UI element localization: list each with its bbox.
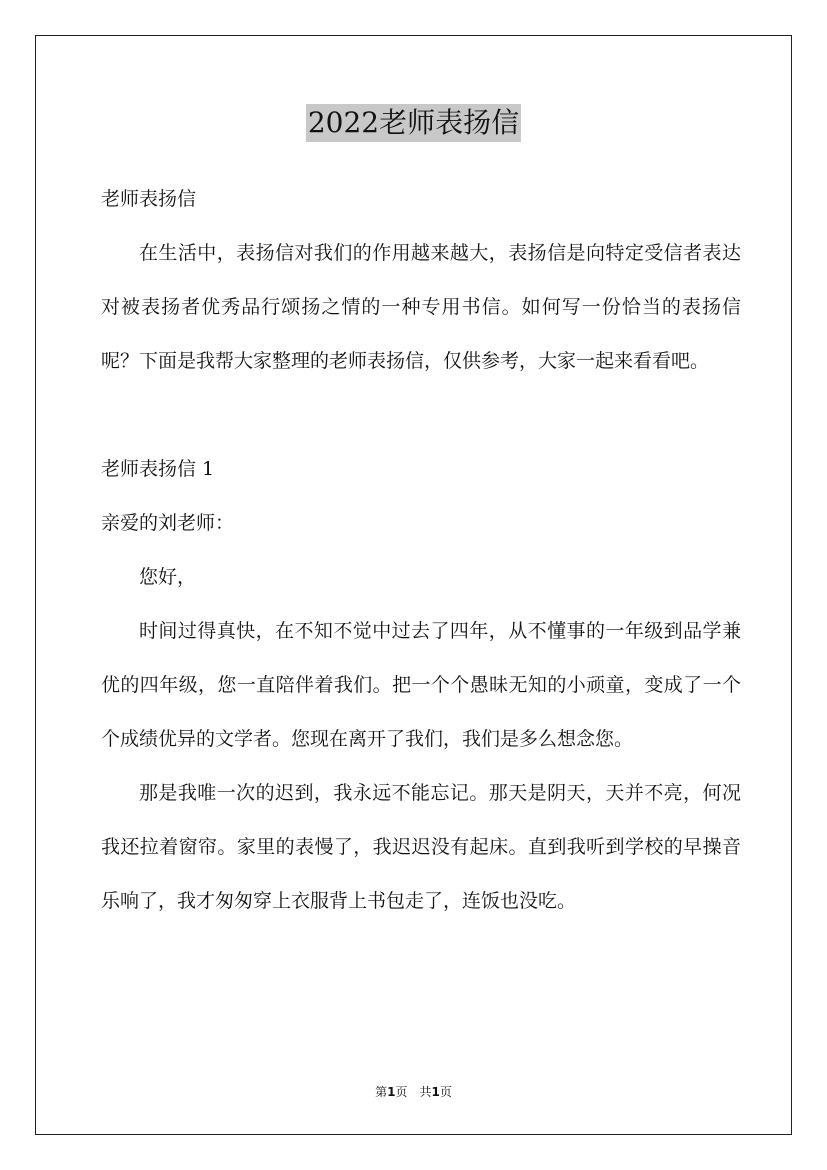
letter-salutation: 亲爱的刘老师： xyxy=(101,512,235,534)
document-subtitle: 老师表扬信 xyxy=(101,188,197,210)
letter-paragraph-2: 那是我唯一次的迟到，我永远不能忘记。那天是阴天，天并不亮，何况我还拉着窗帘。家里的表慢了，我迟迟没有起床。直到我听到学校的早操音乐响了，我才匆匆穿上衣服背上书包走了，连饭也没吃。 xyxy=(101,782,741,912)
page-footer xyxy=(0,1083,827,1100)
document-title: 2022老师表扬信 xyxy=(306,104,521,142)
paragraph-gap xyxy=(101,388,741,442)
title-container xyxy=(0,104,827,142)
page-current: 1 xyxy=(387,1085,396,1099)
page-suffix: 页 xyxy=(395,1085,408,1099)
total-suffix: 页 xyxy=(439,1085,452,1099)
letter-greeting: 您好， xyxy=(139,566,197,588)
letter-heading: 老师表扬信 1 xyxy=(101,458,215,480)
total-prefix: 共 xyxy=(419,1085,432,1099)
document-body xyxy=(101,172,741,928)
intro-paragraph: 在生活中，表扬信对我们的作用越来越大，表扬信是向特定受信者表达对被表扬者优秀品行颂扬之情的一种专用书信。如何写一份恰当的表扬信呢？下面是我帮大家整理的老师表扬信，仅供参考，大家一起来看看吧。 xyxy=(101,242,741,372)
page-prefix: 第 xyxy=(375,1085,388,1099)
letter-paragraph-1: 时间过得真快，在不知不觉中过去了四年，从不懂事的一年级到品学兼优的四年级，您一直陪伴着我们。把一个个愚昧无知的小顽童，变成了一个个成绩优异的文学者。您现在离开了我们，我们是多么想念您。 xyxy=(101,620,741,750)
page-total: 1 xyxy=(431,1085,440,1099)
